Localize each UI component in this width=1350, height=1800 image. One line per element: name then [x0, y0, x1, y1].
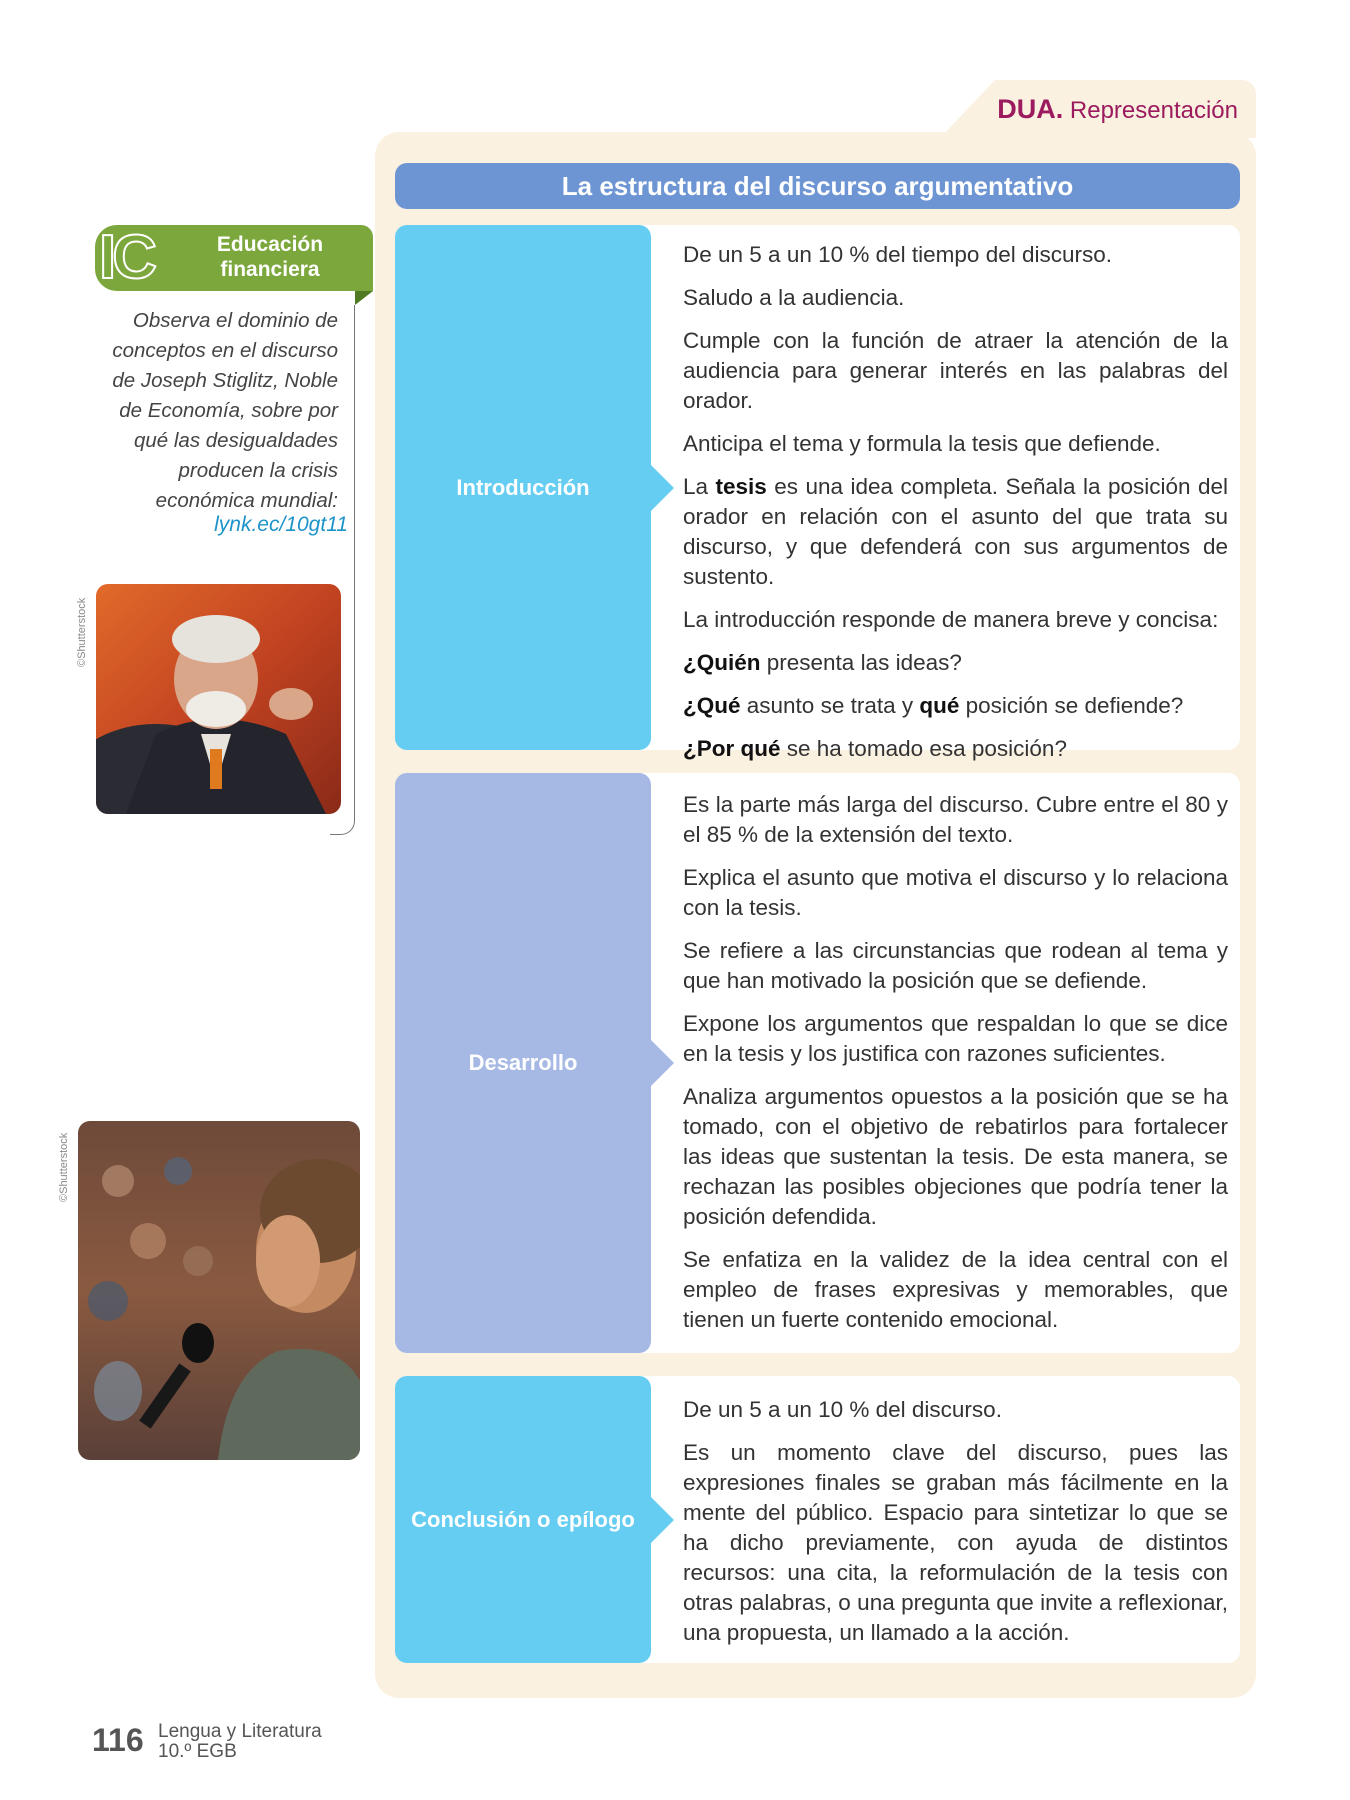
arrow-icon [650, 1039, 674, 1087]
page-number: 116 [92, 1722, 144, 1758]
ic-badge-letters: IC [99, 223, 153, 292]
footer-subject [158, 1722, 322, 1762]
desarrollo-text [683, 790, 1228, 1348]
intro-p2: Saludo a la audiencia. [683, 285, 905, 310]
sidebar-description: Observa el dominio de conceptos en el discurso de Joseph Stiglitz, Noble de Economía, sobre por qué las desigualdades producen la crisis económica mundial: [112, 309, 338, 512]
intro-q3 [683, 734, 1228, 764]
table-title: La estructura del discurso argumentativo [395, 163, 1240, 209]
conclusion-text [683, 1395, 1228, 1661]
conclusion-p1: De un 5 a un 10 % del discurso. [683, 1397, 1002, 1422]
desarrollo-p5: Analiza argumentos opuestos a la posición que se ha tomado, con el objetivo de rebatirlos para fortalecer las ideas que sustentan la tesis. De esta manera, se rechazan las posibles objeciones que podría tener la posición defendida. [683, 1084, 1228, 1229]
q1-bold: ¿Quién [683, 650, 761, 675]
desarrollo-p4: Expone los argumentos que respaldan lo que se dice en la tesis y los justifica con razones suficientes. [683, 1011, 1228, 1066]
dua-heading [997, 94, 1238, 125]
q2-rest: posición se defiende? [959, 693, 1184, 718]
desarrollo-p3: Se refiere a las circunstancias que rodean al tema y que han motivado la posición que se defiende. [683, 938, 1228, 993]
audience-photo [78, 1121, 360, 1460]
q1-rest: presenta las ideas? [760, 650, 962, 675]
intro-label-text: Introducción [456, 474, 590, 500]
tesis-term: tesis [715, 474, 767, 499]
dua-subtitle: Representación [1069, 97, 1238, 124]
photo-credit-2: ©Shutterstock [58, 1132, 70, 1202]
intro-label [395, 225, 651, 750]
q3-rest: se ha tomado esa posición? [780, 736, 1067, 761]
conclusion-label [395, 1376, 651, 1663]
speaker-photo-image [96, 584, 341, 814]
arrow-icon [650, 464, 674, 512]
intro-text [683, 240, 1228, 777]
q3-bold: ¿Por qué [683, 736, 781, 761]
badge-fold [355, 291, 373, 305]
conclusion-p2: Es un momento clave del discurso, pues las expresiones finales se graban más fácilmente en la mente del público. Espacio para sintetizar lo que se ha dicho previamente, con ayuda de distintos recursos: una cita, la reformulación de la tesis con otras palabras, o una pregunta que invite a reflexionar, una propuesta, un llamado a la acción. [683, 1440, 1228, 1645]
intro-p4: Anticipa el tema y formula la tesis que defiende. [683, 431, 1161, 456]
q2-bold2: qué [919, 693, 960, 718]
desarrollo-p2: Explica el asunto que motiva el discurso y lo relaciona con la tesis. [683, 865, 1228, 920]
section-title: Educación financiera [216, 233, 324, 281]
intro-p3: Cumple con la función de atraer la atención de la audiencia para generar interés en las palabras del orador. [683, 328, 1228, 413]
photo-credit-1: ©Shutterstock [76, 597, 88, 667]
q2-bold: ¿Qué [683, 693, 741, 718]
intro-p6: La introducción responde de manera breve y concisa: [683, 607, 1219, 632]
intro-q1 [683, 648, 1228, 678]
grade: 10.º EGB [158, 1741, 237, 1762]
intro-p5-c: es una idea completa. Señala la posición del orador en relación con el asunto del que trata su discurso, y que defenderá con sus argumentos de sustento. [683, 474, 1228, 589]
desarrollo-label-text: Desarrollo [468, 1050, 578, 1075]
q2-mid: asunto se trata y [740, 693, 920, 718]
subject-name: Lengua y Literatura [158, 1721, 322, 1742]
dua-label: DUA. [997, 94, 1064, 124]
conclusion-label-text: Conclusión o epílogo [411, 1506, 635, 1532]
audience-photo-image [78, 1121, 360, 1460]
intro-p5 [683, 472, 1228, 592]
sidebar-link[interactable]: lynk.ec/10gt11 [214, 513, 348, 536]
desarrollo-p6: Se enfatiza en la validez de la idea central con el empleo de frases expresivas y memorables, que tienen un fuerte contenido emocional. [683, 1247, 1228, 1332]
desarrollo-label [395, 773, 651, 1353]
arrow-icon [650, 1496, 674, 1544]
intro-p1: De un 5 a un 10 % del tiempo del discurso. [683, 242, 1113, 267]
intro-q2 [683, 691, 1228, 721]
desarrollo-p1: Es la parte más larga del discurso. Cubre entre el 80 y el 85 % de la extensión del texto. [683, 792, 1228, 847]
intro-p5-a: La [683, 474, 716, 499]
speaker-photo [96, 584, 341, 814]
